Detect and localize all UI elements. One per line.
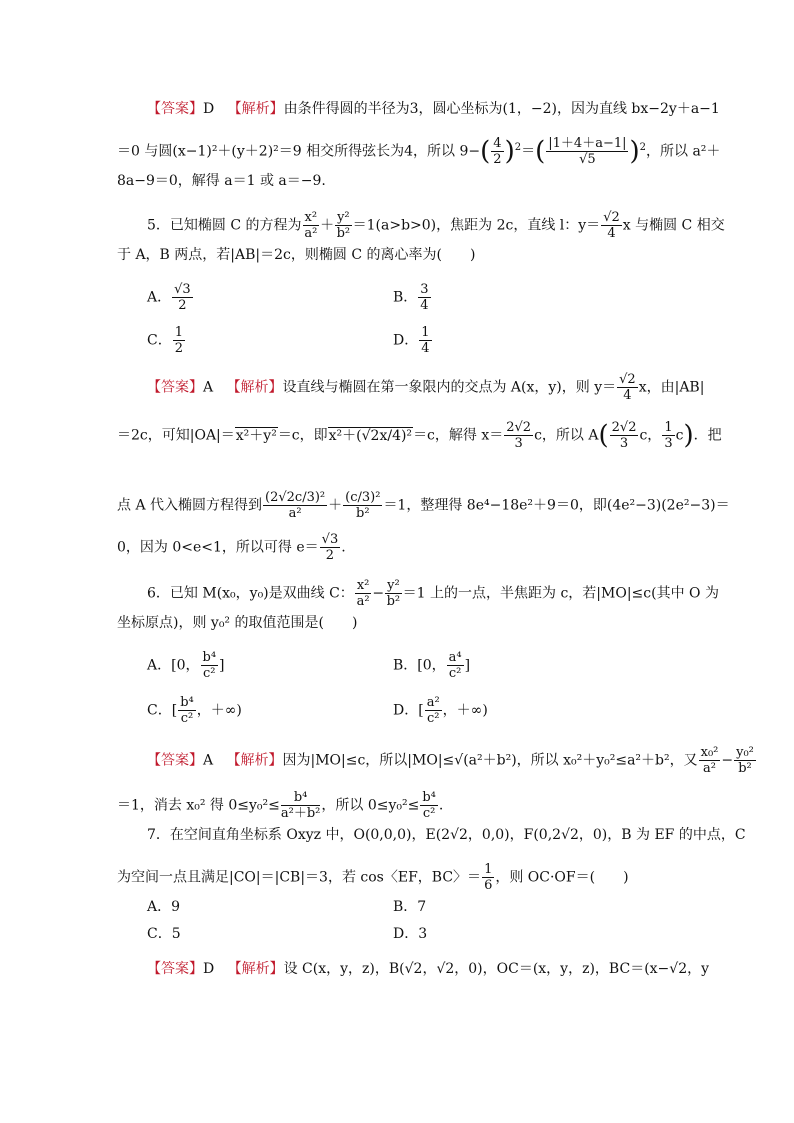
q5-stem-line2: 于 A，B 两点，若|AB|＝2c，则椭圆 C 的离心率为( ) (117, 247, 476, 263)
q6-option-d[interactable]: D．[ $\frac{\text{a²}}{\text{c²}}$ ，＋∞) (393, 695, 488, 726)
q5-stem-text-1: 5．已知椭圆 C 的方程为 (147, 217, 302, 234)
q7-option-a[interactable]: A．9 (147, 899, 181, 915)
q7-stem-line1: 7．在空间直角坐标系 Oxyz 中，O(0,0,0)，E(2√2，0,0)，F(0,2√2，0)，B 为 EF 的中点，C (147, 827, 746, 843)
q5-stem-text-2: ＝1(a>b>0)，焦距为 2c，直线 l：y＝ (352, 217, 601, 234)
q5-option-a[interactable]: A． $\frac{√3}{2}$ (147, 282, 191, 313)
q6-answer-choice: A (203, 752, 214, 769)
q5-option-d[interactable]: D． $\frac{1}{4}$ (393, 325, 430, 356)
answer-tag: 【答案】 (147, 101, 203, 117)
q7-option-d[interactable]: D．3 (393, 926, 428, 942)
q4-answer-choice: D (203, 101, 215, 117)
q5-answer-line3: 点 A 代入椭圆方程得到 $\frac{\text{(2√2c/3)²}}{\text{a²}}$ ＋ $\frac{\text{(c/3)²}}{\text{b²}}$ ＝1，整理得 8e⁴−18e²＋9＝0，即(4e²−3)(2e²−3)＝ (117, 490, 730, 521)
q4-analysis-text-1: 由条件得圆的半径为3，圆心坐标为(1，−2)，因为直线 bx−2y＋a−1 (283, 101, 720, 117)
q4-answer-line2: ＝0 与圆(x−1)²＋(y＋2)²＝9 相交所得弦长为4，所以 9−( $\frac{4}{2}$ )$^2$＝( $\frac{|1+4+a-1|}{√5}$ )$^2$，所以 a²＋ (117, 136, 721, 167)
q6-stem-line2: 坐标原点)，则 y₀² 的取值范围是( ) (117, 615, 358, 631)
q5-stem-line1: 5．已知椭圆 C 的方程为 $\frac{\text{x²}}{\text{a²}}$ ＋ $\frac{\text{y²}}{\text{b²}}$ ＝1(a>b>0)，焦距为 2c，直线 l：y＝ $\frac{√2}{4}$ x 与椭圆 C 相交 (147, 210, 725, 241)
q5-answer-line2: ＝2c，可知|OA|＝x²＋y²＝c，即x²＋(√2x/4)²＝c，解得 x＝ $\frac{2√2}{3}$ c，所以 A( $\frac{2√2}{3}$ c， $\frac{1}{3}$ c)．把 (117, 420, 722, 451)
q7-option-c[interactable]: C．5 (147, 926, 181, 942)
q4-answer-line3: 8a−9＝0，解得 a＝1 或 a＝−9. (117, 173, 326, 189)
q6-answer-line2: ＝1，消去 x₀² 得 0≤y₀²≤ $\frac{\text{b⁴}}{\text{a²＋b²}}$ ，所以 0≤y₀²≤ $\frac{\text{b⁴}}{\text{c²}}$ . (117, 790, 444, 821)
q5-answer-line4: 0，因为 0<e<1，所以可得 e＝ $\frac{√3}{2}$ . (117, 532, 346, 563)
q6-option-c[interactable]: C．[ $\frac{\text{b⁴}}{\text{c²}}$ ，＋∞) (147, 695, 242, 726)
analysis-tag: 【解析】 (227, 101, 284, 117)
q7-stem-line2: 为空间一点且满足|CO|＝|CB|＝3，若 cos〈EF，BC〉＝ $\frac{1}{6}$ ，则 OC·OF＝( ) (117, 862, 629, 893)
q5-option-c[interactable]: C． $\frac{1}{2}$ (147, 325, 183, 356)
q6-option-a[interactable]: A．[0， $\frac{\text{b⁴}}{\text{c²}}$ ] (147, 650, 225, 681)
q6-option-b[interactable]: B．[0， $\frac{\text{a⁴}}{\text{c²}}$ ] (393, 650, 471, 681)
q4-analysis-text-2: ＝0 与圆(x−1)²＋(y＋2)²＝9 相交所得弦长为4，所以 9− (117, 143, 481, 160)
q7-option-b[interactable]: B．7 (393, 899, 427, 915)
q4-analysis-text-3: 所以 a²＋ (660, 143, 721, 160)
q5-answer-line1: 【答案】A 【解析】设直线与椭圆在第一象限内的交点为 A(x，y)，则 y＝ $\frac{√2}{4}$ x，由|AB| (147, 372, 705, 403)
q5-stem-text-3: x 与椭圆 C 相交 (622, 217, 725, 234)
q7-answer-choice: D (203, 961, 215, 977)
q5-option-b[interactable]: B． $\frac{3}{4}$ (393, 282, 429, 313)
q7-answer-line1: 【答案】D 【解析】设 C(x，y，z)，B(√2，√2，0)，OC＝(x，y，z)，BC＝(x−√2，y (147, 961, 710, 977)
q4-answer-line1 (147, 100, 720, 118)
q5-answer-choice: A (203, 379, 214, 396)
q6-stem-line1: 6．已知 M(x₀，y₀)是双曲线 C： $\frac{\text{x²}}{\text{a²}}$ − $\frac{\text{y²}}{\text{b²}}$ ＝1 上的一点，半焦距为 c，若|MO|≤c(其中 O 为 (147, 578, 719, 609)
q6-answer-line1: 【答案】A 【解析】因为|MO|≤c，所以|MO|≤√(a²＋b²)，所以 x₀²＋y₀²≤a²＋b²，又 $\frac{\text{x₀²}}{\text{a²}}$ − $\frac{\text{y₀²}}{\text{b²}}$ (147, 745, 754, 776)
